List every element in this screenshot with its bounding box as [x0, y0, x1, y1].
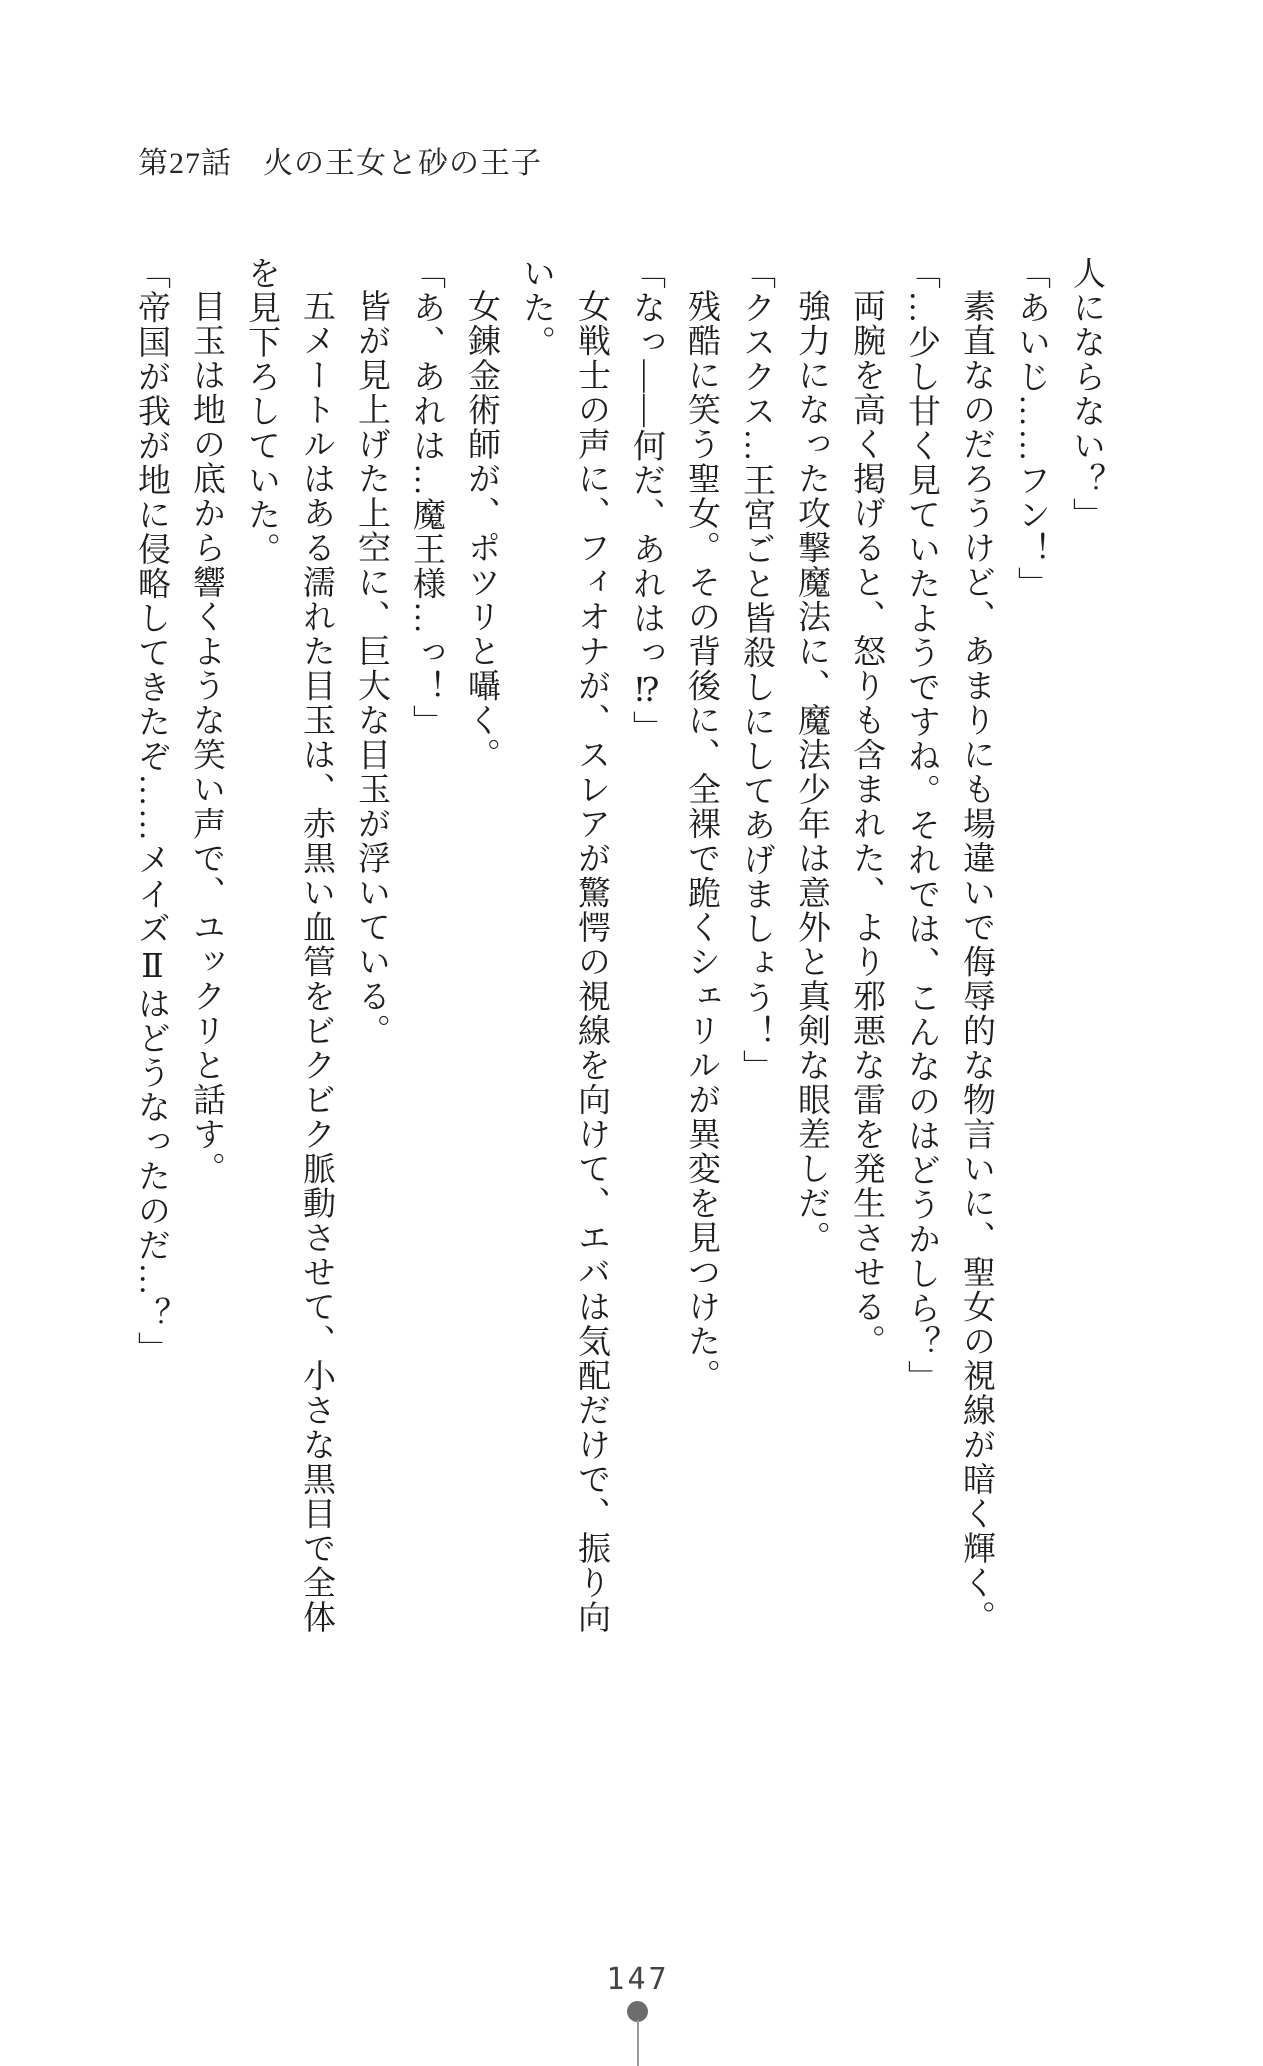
text-line: 「帝国が我が地に侵略してきたぞ……メイズⅡはどうなったのだ…？」	[133, 256, 169, 1366]
chapter-header: 第27話 火の王女と砂の王子	[138, 147, 542, 180]
text-line: 両腕を高く掲げると、怒りも含まれた、より邪悪な雷を発生させる。	[848, 289, 884, 1359]
text-line: 「あ、あれは…魔王様…っ！」	[408, 256, 444, 739]
text-line: 目玉は地の底から響くような笑い声で、ユックリと話す。	[188, 289, 224, 1186]
text-line: 素直なのだろうけど、あまりにも場違いで侮辱的な物言いに、聖女の視線が暗く輝く。	[958, 289, 994, 1635]
text-line: 皆が見上げた上空に、巨大な目玉が浮いている。	[353, 289, 389, 1048]
text-line: 「クスクス…王宮ごと皆殺しにしてあげましょう！」	[738, 256, 774, 1084]
text-line: いた。	[518, 256, 554, 360]
page-number: 147	[606, 1962, 670, 1997]
text-line: 「…少し甘く見ていたようですね。それでは、こんなのはどうかしら？」	[903, 256, 939, 1395]
text-line: 人にならない？」	[1068, 256, 1104, 532]
text-line: 女錬金術師が、ポツリと囁く。	[463, 289, 499, 772]
text-line: を見下ろしていた。	[243, 256, 279, 567]
footer-ornament-line	[637, 2020, 639, 2066]
footer-ornament-dot-icon	[627, 2001, 648, 2022]
text-line: 強力になった攻撃魔法に、魔法少年は意外と真剣な眼差しだ。	[793, 289, 829, 1255]
text-line: 女戦士の声に、フィオナが、スレアが驚愕の視線を向けて、エバは気配だけで、振り向	[573, 289, 609, 1635]
text-line: 五メートルはある濡れた目玉は、赤黒い血管をビクビク脈動させて、小さな黒目で全体	[298, 289, 334, 1635]
text-line: 残酷に笑う聖女。その背後に、全裸で跪くシェリルが異変を見つけた。	[683, 289, 719, 1393]
text-line: 「なっ――何だ、あれはっ⁉」	[628, 256, 664, 745]
body-text	[121, 256, 1113, 1656]
text-line: 「あいじ……フン！」	[1013, 256, 1049, 601]
